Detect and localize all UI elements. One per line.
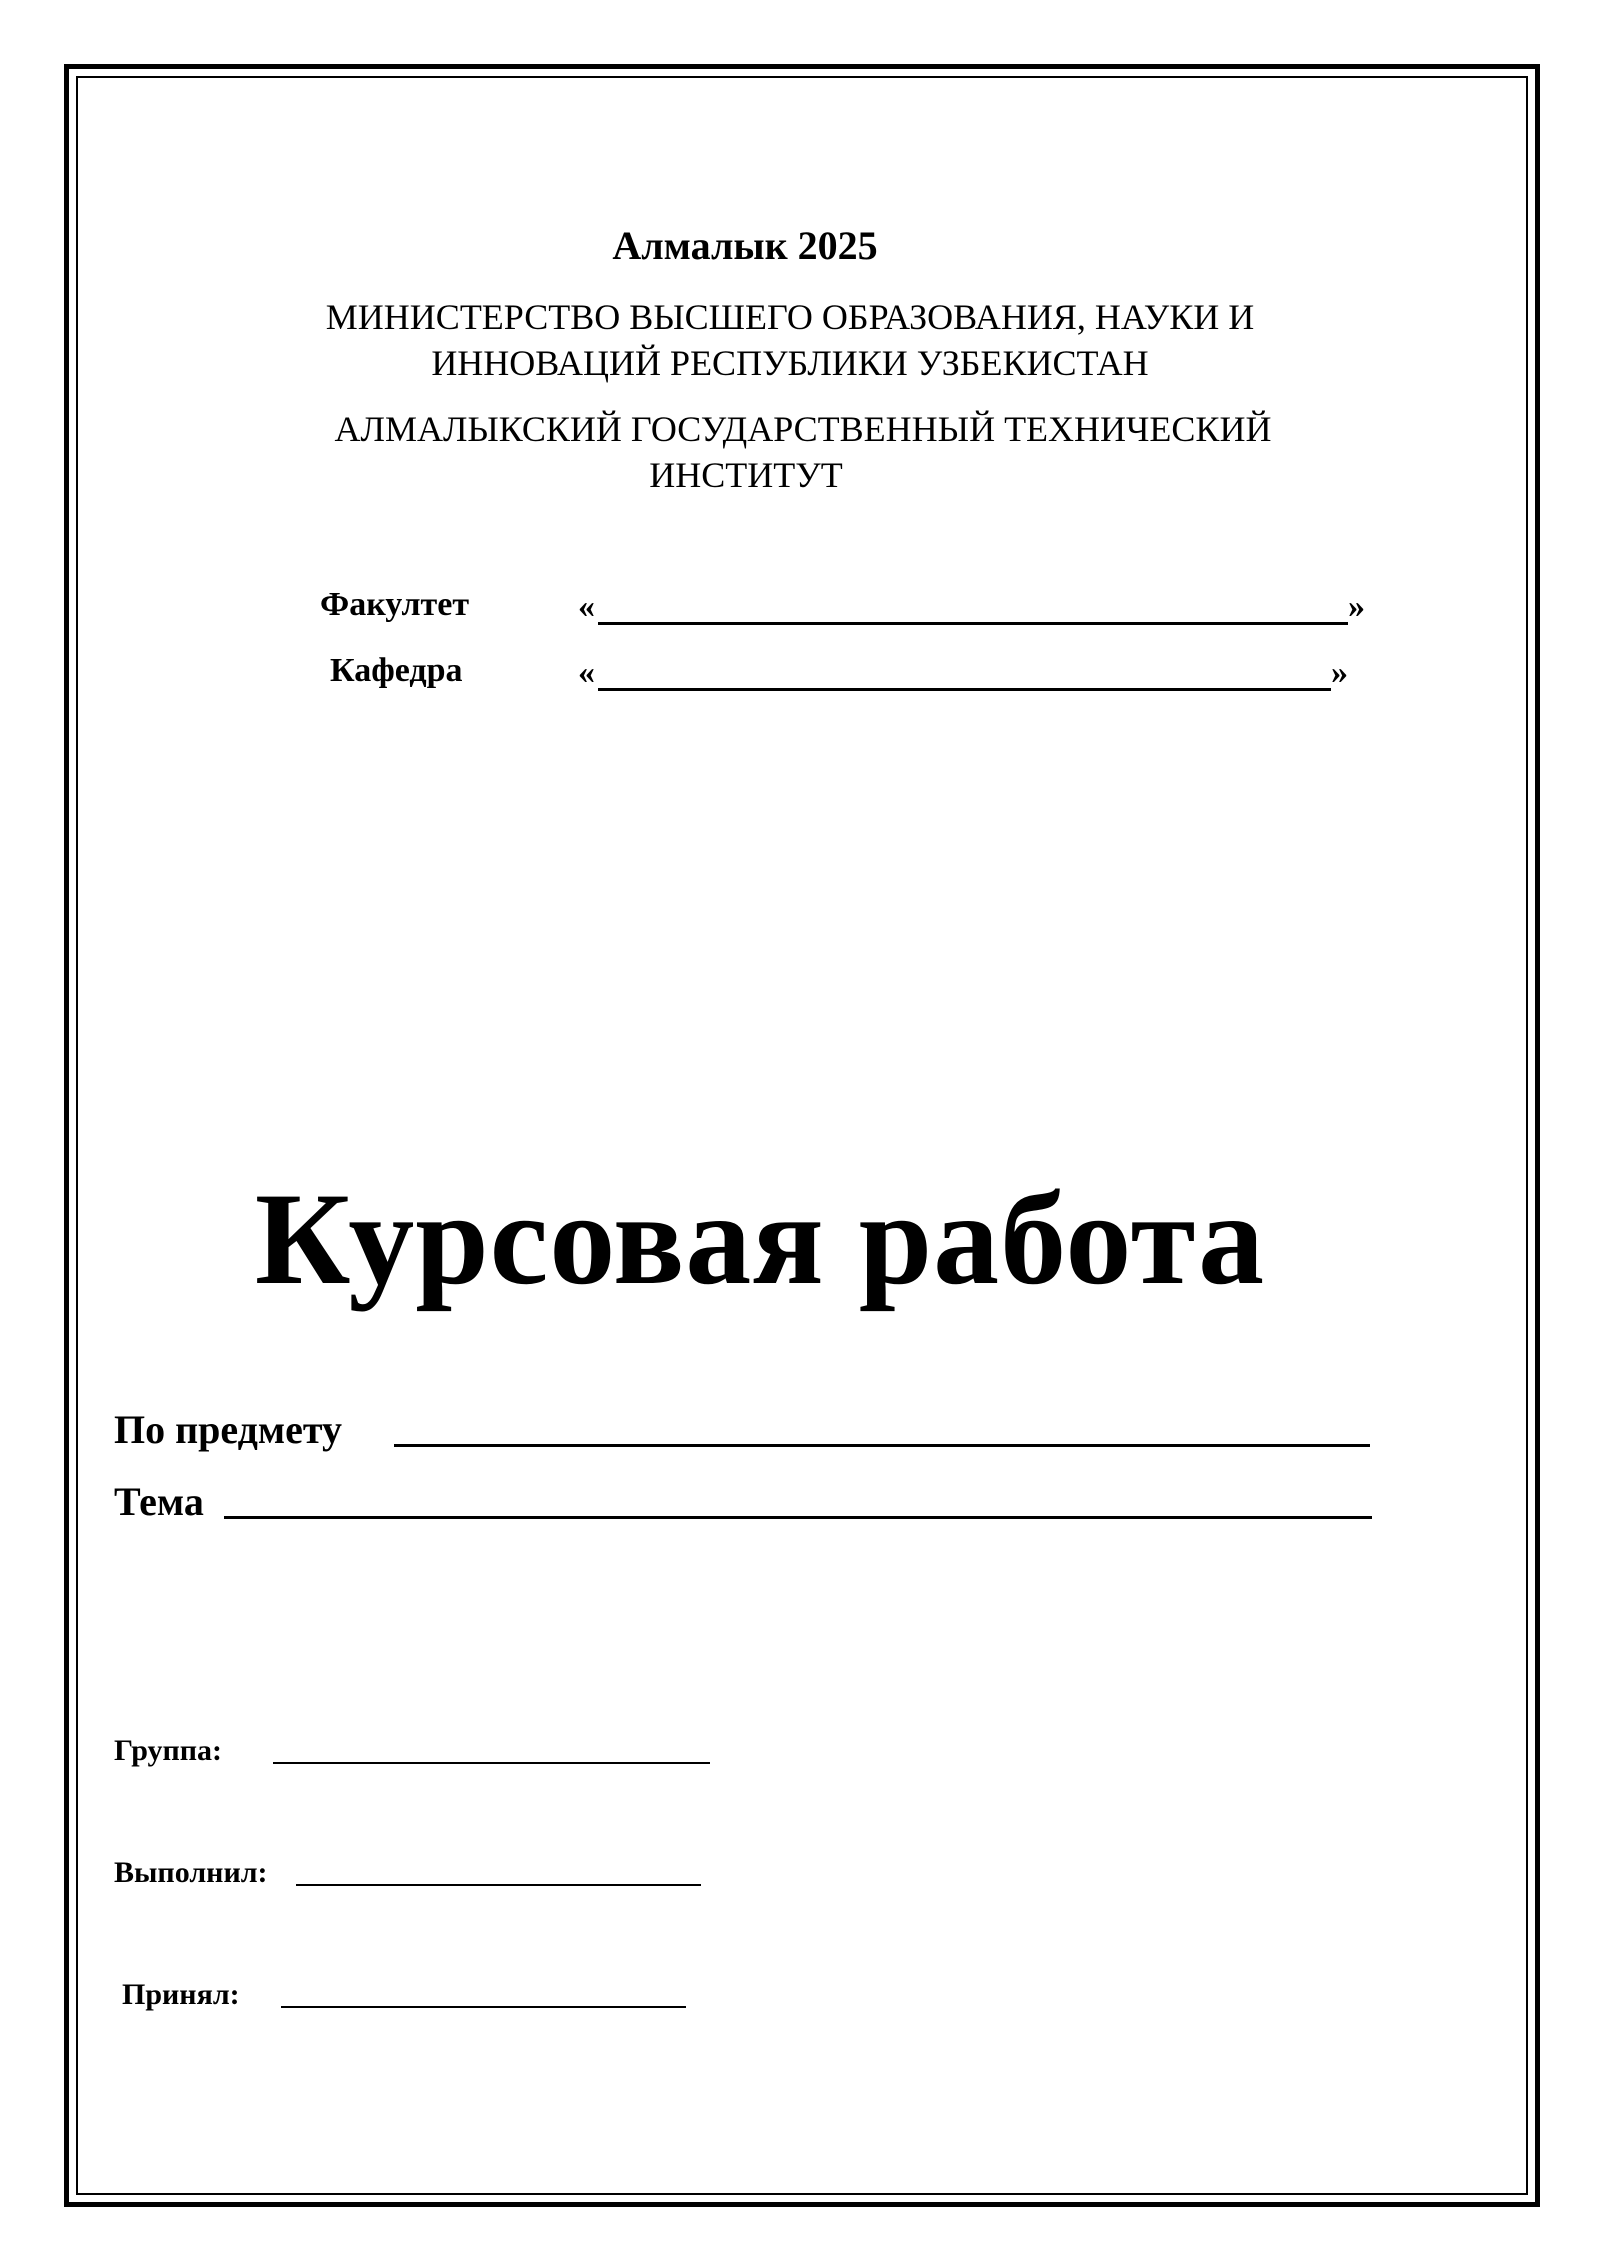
department-fill-line[interactable] <box>598 688 1331 691</box>
accepted-by-fill-line[interactable] <box>281 2006 686 2008</box>
department-label: Кафедра <box>330 652 463 689</box>
institute-name <box>0 406 1600 498</box>
faculty-fill-line[interactable] <box>598 622 1348 625</box>
topic-fill-line[interactable] <box>224 1516 1372 1519</box>
faculty-open-quote: « <box>578 588 595 625</box>
department-close-quote: » <box>1331 654 1348 691</box>
institute-line-2: ИНСТИТУТ <box>649 455 843 495</box>
ministry-line-2: ИННОВАЦИЙ РЕСПУБЛИКИ УЗБЕКИСТАН <box>431 343 1149 383</box>
faculty-label: Факултет <box>320 586 470 623</box>
group-fill-line[interactable] <box>273 1762 710 1764</box>
performed-by-label: Выполнил: <box>114 1856 268 1889</box>
ministry-line-1: МИНИСТЕРСТВО ВЫСШЕГО ОБРАЗОВАНИЯ, НАУКИ И <box>325 297 1255 337</box>
topic-label: Тема <box>114 1479 204 1524</box>
faculty-close-quote: » <box>1348 588 1365 625</box>
city-year: Алмалык 2025 <box>612 223 878 268</box>
page-border-inner <box>76 76 1528 2195</box>
department-open-quote: « <box>578 654 595 691</box>
performed-by-fill-line[interactable] <box>296 1884 701 1886</box>
subject-label: По предмету <box>114 1407 342 1452</box>
group-label: Группа: <box>114 1734 223 1767</box>
accepted-by-label: Принял: <box>122 1978 240 2011</box>
ministry-name <box>0 294 1600 386</box>
subject-fill-line[interactable] <box>394 1444 1370 1447</box>
document-title: Курсовая работа <box>254 1165 1266 1312</box>
institute-line-1: АЛМАЛЫКСКИЙ ГОСУДАРСТВЕННЫЙ ТЕХНИЧЕСКИЙ <box>334 409 1272 449</box>
